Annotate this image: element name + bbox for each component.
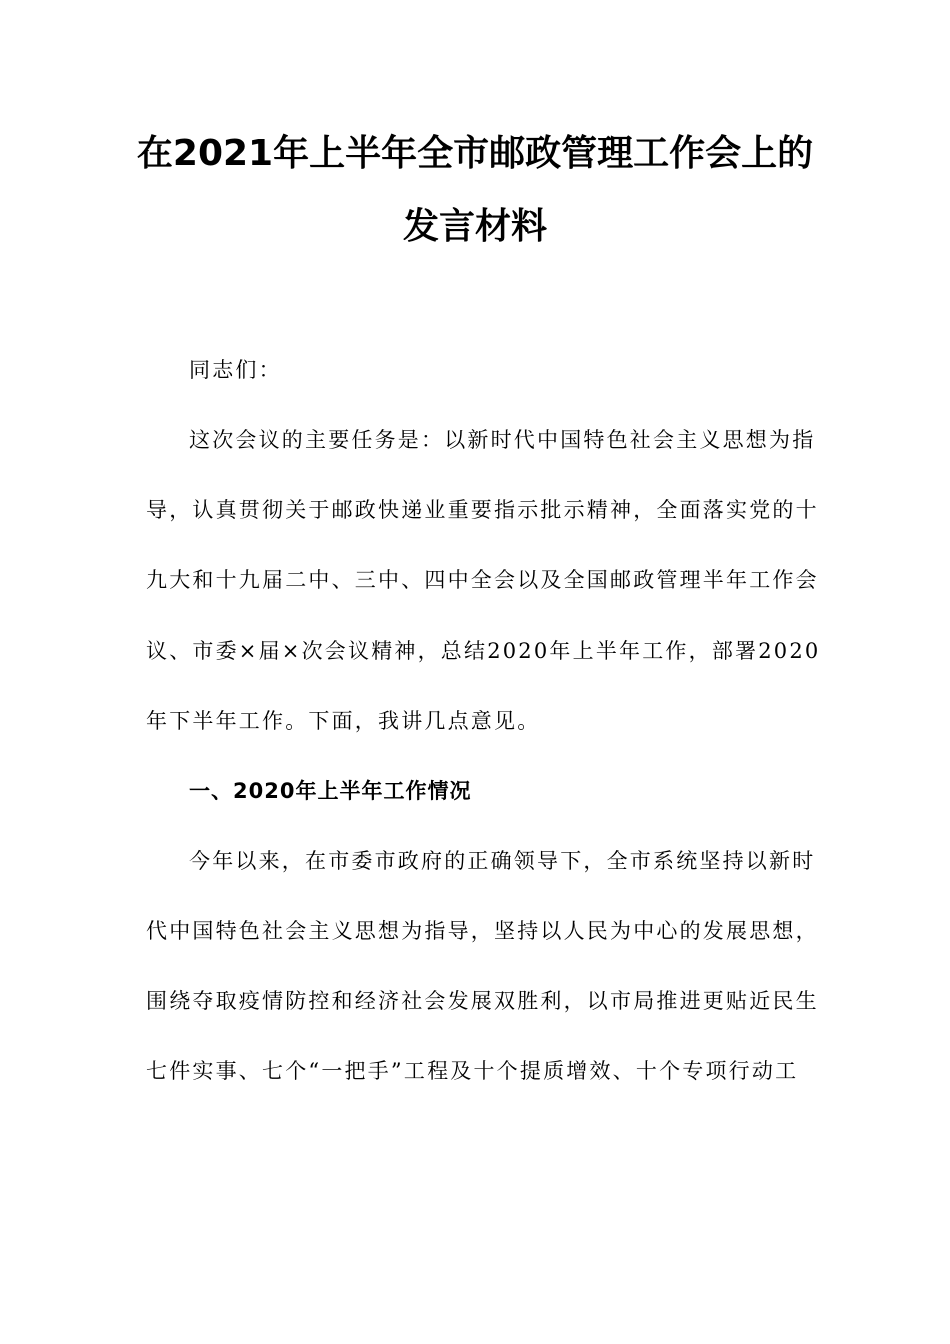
paragraph-2-line-4: 七件实事、七个“一把手”工程及十个提质增效、十个专项行动工 bbox=[146, 1059, 799, 1083]
paragraph-2-line-2: 代中国特色社会主义思想为指导，坚持以人民为中心的发展思想， bbox=[146, 919, 819, 943]
paragraph-1-line-3: 九大和十九届二中、三中、四中全会以及全国邮政管理半年工作会 bbox=[146, 568, 819, 592]
paragraph-2-line-1: 今年以来，在市委市政府的正确领导下，全市系统坚持以新时 bbox=[189, 849, 816, 873]
document-title-line-1: 在2021年上半年全市邮政管理工作会上的 bbox=[136, 133, 814, 174]
paragraph-1-line-5: 年下半年工作。下面，我讲几点意见。 bbox=[146, 709, 541, 733]
paragraph-2-line-3: 围绕夺取疫情防控和经济社会发展双胜利，以市局推进更贴近民生 bbox=[146, 989, 819, 1013]
document-title-line-2: 发言材料 bbox=[402, 206, 547, 247]
paragraph-1-line-2: 导，认真贯彻关于邮政快递业重要指示批示精神，全面落实党的十 bbox=[146, 498, 819, 522]
paragraph-1-line-1: 这次会议的主要任务是：以新时代中国特色社会主义思想为指 bbox=[189, 428, 816, 452]
salutation: 同志们： bbox=[189, 358, 282, 382]
paragraph-1-line-4: 议、市委×届×次会议精神，总结2020年上半年工作，部署2020 bbox=[146, 639, 821, 663]
section-1-heading: 一、2020年上半年工作情况 bbox=[189, 779, 472, 803]
